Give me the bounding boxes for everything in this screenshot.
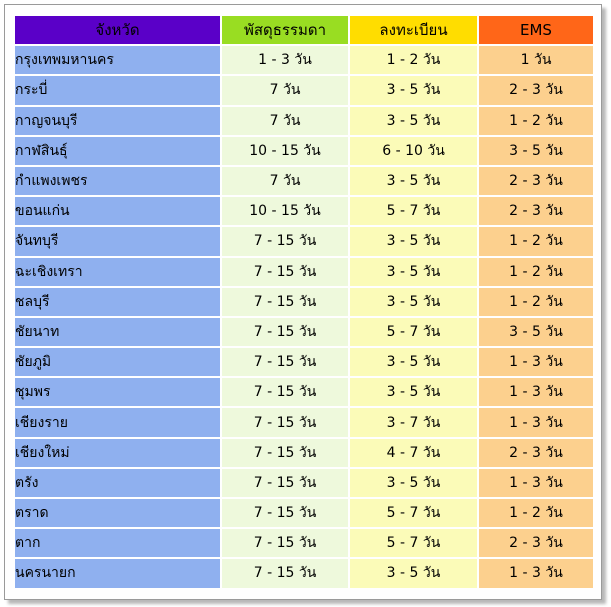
registered-cell: 4 - 7 วัน	[350, 439, 477, 467]
table-row	[15, 227, 593, 255]
regular-parcel-cell: 7 - 15 วัน	[222, 288, 348, 316]
province-cell: กรุงเทพมหานคร	[15, 46, 220, 74]
ems-cell: 1 - 3 วัน	[479, 408, 593, 436]
registered-cell: 3 - 5 วัน	[350, 469, 477, 497]
header-ems: EMS	[479, 16, 593, 44]
ems-cell: 1 - 2 วัน	[479, 107, 593, 135]
ems-cell: 1 - 2 วัน	[479, 227, 593, 255]
table-row	[15, 408, 593, 436]
registered-cell: 3 - 5 วัน	[350, 107, 477, 135]
province-cell: ชัยนาท	[15, 318, 220, 346]
ems-cell: 1 - 3 วัน	[479, 559, 593, 587]
regular-parcel-cell: 7 - 15 วัน	[222, 559, 348, 587]
registered-cell: 5 - 7 วัน	[350, 529, 477, 557]
table-row	[15, 197, 593, 225]
regular-parcel-cell: 7 - 15 วัน	[222, 378, 348, 406]
header-regular-parcel: พัสดุธรรมดา	[222, 16, 348, 44]
regular-parcel-cell: 7 วัน	[222, 76, 348, 104]
table-row	[15, 46, 593, 74]
ems-cell: 2 - 3 วัน	[479, 529, 593, 557]
table-row	[15, 439, 593, 467]
province-cell: นครนายก	[15, 559, 220, 587]
province-cell: กาญจนบุรี	[15, 107, 220, 135]
province-cell: ตรัง	[15, 469, 220, 497]
regular-parcel-cell: 7 - 15 วัน	[222, 348, 348, 376]
header-province: จังหวัด	[15, 16, 220, 44]
ems-cell: 3 - 5 วัน	[479, 137, 593, 165]
regular-parcel-cell: 7 - 15 วัน	[222, 227, 348, 255]
table-row	[15, 76, 593, 104]
regular-parcel-cell: 1 - 3 วัน	[222, 46, 348, 74]
regular-parcel-cell: 10 - 15 วัน	[222, 137, 348, 165]
province-cell: ชลบุรี	[15, 288, 220, 316]
regular-parcel-cell: 7 วัน	[222, 167, 348, 195]
province-cell: กำแพงเพชร	[15, 167, 220, 195]
table-row	[15, 529, 593, 557]
province-cell: เชียงราย	[15, 408, 220, 436]
table-row	[15, 137, 593, 165]
registered-cell: 1 - 2 วัน	[350, 46, 477, 74]
header-registered: ลงทะเบียน	[350, 16, 477, 44]
province-cell: ตราด	[15, 499, 220, 527]
province-cell: ตาก	[15, 529, 220, 557]
ems-cell: 3 - 5 วัน	[479, 318, 593, 346]
table-row	[15, 318, 593, 346]
registered-cell: 3 - 5 วัน	[350, 288, 477, 316]
registered-cell: 3 - 5 วัน	[350, 76, 477, 104]
province-cell: กระบี่	[15, 76, 220, 104]
ems-cell: 1 - 3 วัน	[479, 348, 593, 376]
ems-cell: 1 - 2 วัน	[479, 499, 593, 527]
table-row	[15, 378, 593, 406]
ems-cell: 2 - 3 วัน	[479, 197, 593, 225]
province-cell: กาฬสินธุ์	[15, 137, 220, 165]
ems-cell: 1 - 2 วัน	[479, 258, 593, 286]
regular-parcel-cell: 7 - 15 วัน	[222, 439, 348, 467]
registered-cell: 5 - 7 วัน	[350, 197, 477, 225]
ems-cell: 2 - 3 วัน	[479, 167, 593, 195]
table-row	[15, 469, 593, 497]
registered-cell: 5 - 7 วัน	[350, 499, 477, 527]
province-cell: ฉะเชิงเทรา	[15, 258, 220, 286]
table-row	[15, 499, 593, 527]
registered-cell: 3 - 7 วัน	[350, 408, 477, 436]
table-row	[15, 258, 593, 286]
table-row	[15, 167, 593, 195]
table-header-row	[15, 16, 593, 44]
ems-cell: 2 - 3 วัน	[479, 439, 593, 467]
registered-cell: 3 - 5 วัน	[350, 167, 477, 195]
province-cell: จันทบุรี	[15, 227, 220, 255]
regular-parcel-cell: 7 - 15 วัน	[222, 469, 348, 497]
registered-cell: 3 - 5 วัน	[350, 227, 477, 255]
province-cell: ชัยภูมิ	[15, 348, 220, 376]
registered-cell: 3 - 5 วัน	[350, 348, 477, 376]
ems-cell: 1 - 3 วัน	[479, 469, 593, 497]
registered-cell: 3 - 5 วัน	[350, 559, 477, 587]
regular-parcel-cell: 7 - 15 วัน	[222, 499, 348, 527]
registered-cell: 5 - 7 วัน	[350, 318, 477, 346]
province-cell: ขอนแก่น	[15, 197, 220, 225]
province-cell: เชียงใหม่	[15, 439, 220, 467]
regular-parcel-cell: 7 - 15 วัน	[222, 408, 348, 436]
registered-cell: 6 - 10 วัน	[350, 137, 477, 165]
regular-parcel-cell: 7 - 15 วัน	[222, 529, 348, 557]
ems-cell: 1 - 3 วัน	[479, 378, 593, 406]
regular-parcel-cell: 10 - 15 วัน	[222, 197, 348, 225]
table-row	[15, 107, 593, 135]
delivery-time-table	[13, 14, 595, 590]
registered-cell: 3 - 5 วัน	[350, 378, 477, 406]
ems-cell: 1 วัน	[479, 46, 593, 74]
ems-cell: 2 - 3 วัน	[479, 76, 593, 104]
regular-parcel-cell: 7 - 15 วัน	[222, 318, 348, 346]
table-row	[15, 559, 593, 587]
registered-cell: 3 - 5 วัน	[350, 258, 477, 286]
province-cell: ชุมพร	[15, 378, 220, 406]
ems-cell: 1 - 2 วัน	[479, 288, 593, 316]
regular-parcel-cell: 7 - 15 วัน	[222, 258, 348, 286]
table-body	[15, 46, 593, 587]
regular-parcel-cell: 7 วัน	[222, 107, 348, 135]
table-row	[15, 348, 593, 376]
table-row	[15, 288, 593, 316]
